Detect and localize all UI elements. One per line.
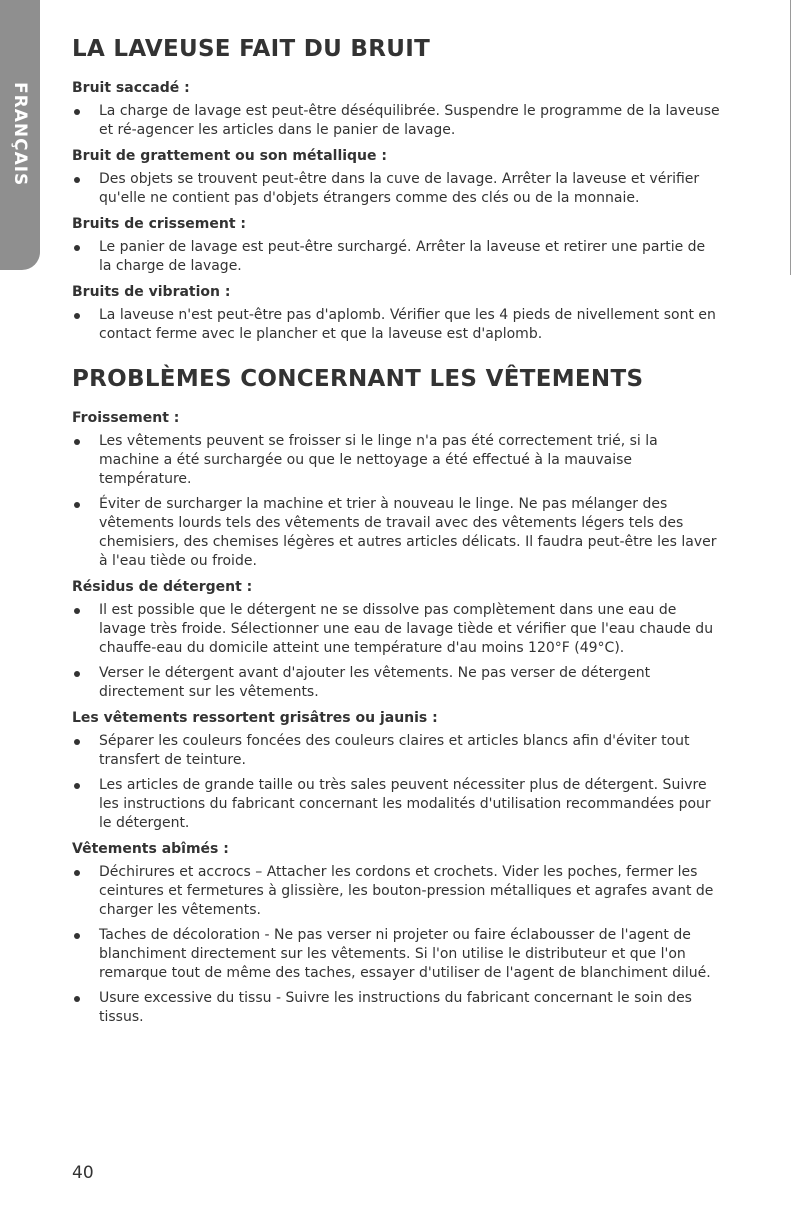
- bullet-item: Des objets se trouvent peut-être dans la cuve de lavage. Arrêter la laveuse et vérifier qu'elle ne contient pas d'objets étrangers comme des clés ou de la monnaie.: [72, 170, 722, 208]
- subheading: Bruit saccadé :: [72, 80, 190, 96]
- bullet-list: [72, 601, 722, 702]
- bullet-list: [72, 306, 722, 344]
- bullet-item: Verser le détergent avant d'ajouter les vêtements. Ne pas verser de détergent directement sur les vêtements.: [72, 664, 722, 702]
- subheading: Résidus de détergent :: [72, 579, 253, 595]
- bullet-item: La laveuse n'est peut-être pas d'aplomb. Vérifier que les 4 pieds de nivellement sont en contact ferme avec le plancher et que la laveuse est d'aplomb.: [72, 306, 722, 344]
- subheading: Froissement :: [72, 410, 180, 426]
- clothes-groups: [72, 410, 722, 1027]
- subheading: Bruit de grattement ou son métallique :: [72, 148, 387, 164]
- bullet-list: [72, 863, 722, 1027]
- bullet-item: Taches de décoloration - Ne pas verser ni projeter ou faire éclabousser de l'agent de blanchiment directement sur les vêtements. Si l'on utilise le distributeur et que l'on remarque tout de même des taches, essayer d'utiliser de l'agent de blanchiment dilué.: [72, 926, 722, 983]
- subheading: Bruits de vibration :: [72, 284, 231, 300]
- bullet-list: [72, 102, 722, 140]
- bullet-item: La charge de lavage est peut-être déséquilibrée. Suspendre le programme de la laveuse et ré-agencer les articles dans le panier de lavage.: [72, 102, 722, 140]
- bullet-item: Le panier de lavage est peut-être surchargé. Arrêter la laveuse et retirer une partie de la charge de lavage.: [72, 238, 722, 276]
- section-title-noise: LA LAVEUSE FAIT DU BRUIT: [72, 36, 431, 62]
- bullet-item: Séparer les couleurs foncées des couleurs claires et articles blancs afin d'éviter tout transfert de teinture.: [72, 732, 722, 770]
- section-title-clothes: PROBLÈMES CONCERNANT LES VÊTEMENTS: [72, 366, 644, 392]
- language-tab: [0, 0, 40, 270]
- bullet-item: Éviter de surcharger la machine et trier à nouveau le linge. Ne pas mélanger des vêtements lourds tels des vêtements de travail avec des vêtements légers tels des chemisiers, des chemises légères et autres articles délicats. Il faudra peut-être les laver à l'eau tiède ou froide.: [72, 495, 722, 571]
- margin-rule: [790, 0, 791, 275]
- bullet-list: [72, 732, 722, 833]
- bullet-item: Il est possible que le détergent ne se dissolve pas complètement dans une eau de lavage très froide. Sélectionner une eau de lavage tiède et vérifier que l'eau chaude du chauffe-eau du domicile atteint une température d'au moins 120°F (49°C).: [72, 601, 722, 658]
- bullet-item: Les articles de grande taille ou très sales peuvent nécessiter plus de détergent. Suivre les instructions du fabricant concernant les modalités d'utilisation recommandées pour le détergent.: [72, 776, 722, 833]
- bullet-list: [72, 238, 722, 276]
- bullet-item: Les vêtements peuvent se froisser si le linge n'a pas été correctement trié, si la machine a été surchargée ou que le nettoyage a été effectué à la mauvaise température.: [72, 432, 722, 489]
- bullet-item: Déchirures et accrocs – Attacher les cordons et crochets. Vider les poches, fermer les ceintures et fermetures à glissière, les bouton-pression métalliques et agrafes avant de charger les vêtements.: [72, 863, 722, 920]
- bullet-item: Usure excessive du tissu - Suivre les instructions du fabricant concernant le soin des tissus.: [72, 989, 722, 1027]
- language-label: FRANÇAIS: [10, 81, 30, 187]
- bullet-list: [72, 170, 722, 208]
- subheading: Vêtements abîmés :: [72, 841, 229, 857]
- page-number: 40: [72, 1163, 94, 1183]
- noise-groups: [72, 80, 722, 344]
- subheading: Bruits de crissement :: [72, 216, 247, 232]
- page-content: [72, 36, 722, 1033]
- subheading: Les vêtements ressortent grisâtres ou jaunis :: [72, 710, 438, 726]
- bullet-list: [72, 432, 722, 571]
